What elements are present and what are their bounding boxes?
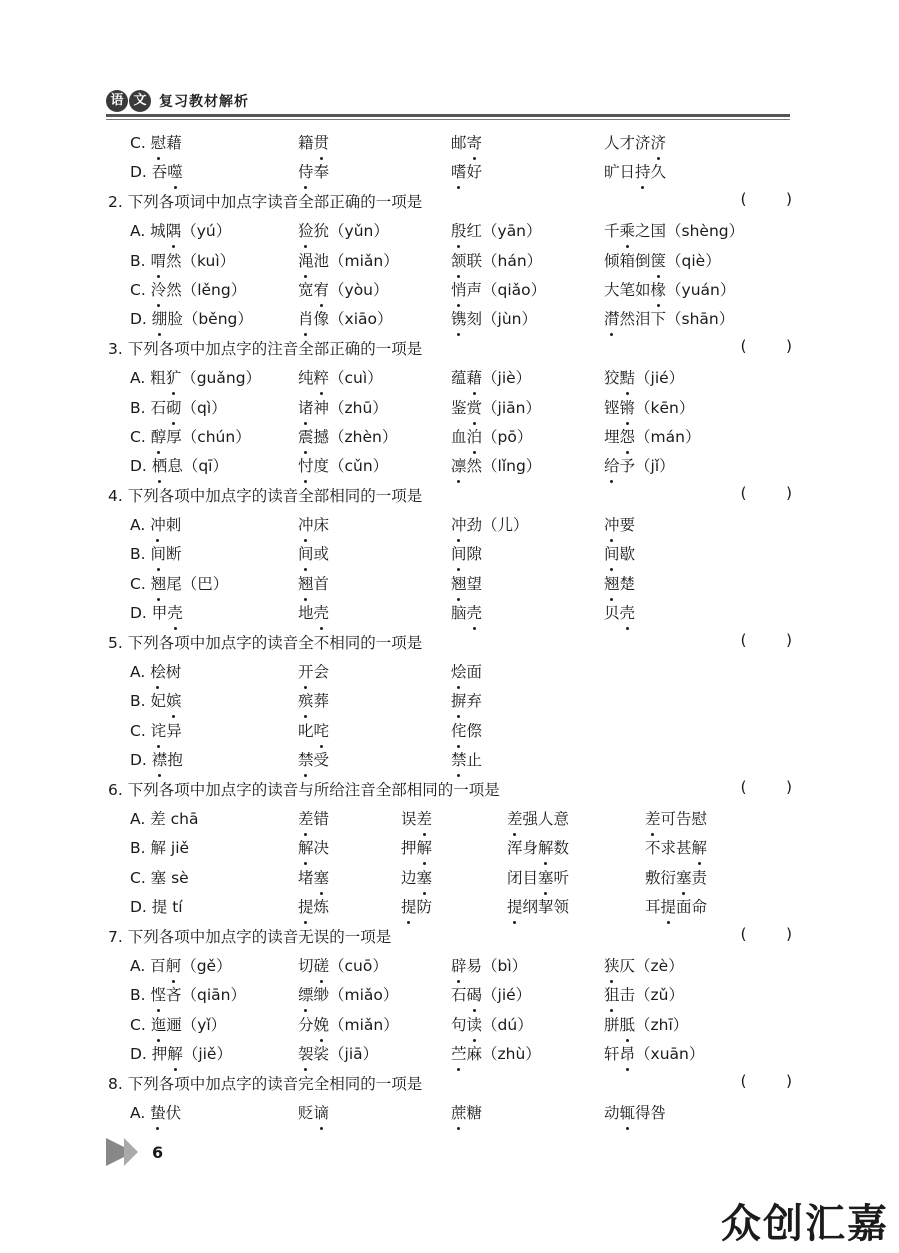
option-cell: 差错	[298, 807, 329, 829]
dotted-character: 蔗	[451, 1101, 467, 1123]
option-cell: 提纲挈领	[507, 895, 569, 917]
dotted-character: 塞	[676, 866, 692, 888]
dotted-character: 碣	[467, 983, 483, 1005]
page-number: 6	[152, 1142, 164, 1162]
question-stem	[108, 628, 792, 657]
dotted-character: 绷	[152, 307, 168, 329]
question-stem	[108, 922, 792, 951]
dotted-character: 粹	[314, 366, 330, 388]
option-cell: 差可告慰	[645, 807, 707, 829]
dotted-character: 辟	[451, 954, 467, 976]
dotted-character: 怨	[620, 425, 636, 447]
option-cell: 翘楚	[604, 572, 635, 594]
option-cell: 侍奉	[298, 160, 329, 182]
dotted-character: 宥	[314, 278, 330, 300]
option-cell: 铿锵（kēn）	[604, 396, 694, 418]
option-cell: 冲床	[298, 513, 329, 535]
option-row	[108, 422, 792, 451]
header-rule-thin	[106, 119, 790, 120]
option-cell: 间歇	[604, 542, 635, 564]
option-cell: 翘首	[298, 572, 329, 594]
dotted-character: 解	[298, 836, 314, 858]
dotted-character: 给	[604, 454, 620, 476]
question-text: 8. 下列各项中加点字的读音完全相同的一项是	[108, 1074, 423, 1093]
option-row	[108, 1010, 792, 1039]
option-row	[108, 686, 792, 715]
dotted-character: 提	[401, 895, 417, 917]
option-cell: 石碣（jié）	[451, 983, 531, 1005]
dotted-character: 差	[645, 807, 661, 829]
option-cell: 敷衍塞责	[645, 866, 707, 888]
option-cell: 禁止	[451, 748, 482, 770]
dotted-character: 塞	[538, 866, 554, 888]
option-cell: 翘望	[451, 572, 482, 594]
dotted-character: 凛	[451, 454, 467, 476]
option-cell: B. 喟然（kuì）	[130, 249, 235, 271]
dotted-character: 狙	[604, 983, 620, 1005]
dotted-character: 冲	[150, 513, 166, 535]
option-cell: 提防	[401, 895, 432, 917]
option-cell: B. 妃嫔	[130, 689, 182, 711]
option-row	[108, 804, 792, 833]
option-cell: 闭目塞听	[507, 866, 569, 888]
dotted-character: 翘	[298, 572, 314, 594]
option-cell: D. 押解（jiě）	[130, 1042, 232, 1064]
option-cell: C. 慰藉	[130, 131, 182, 153]
option-cell: C. 醇厚（chún）	[130, 425, 251, 447]
dotted-character: 舸	[166, 954, 182, 976]
dotted-character: 泠	[151, 278, 167, 300]
option-row	[108, 1098, 792, 1127]
option-cell: 殷红（yān）	[451, 219, 542, 241]
dotted-character: 喟	[151, 249, 167, 271]
dotted-character: 间	[604, 542, 620, 564]
option-cell: 解决	[298, 836, 329, 858]
option-cell: 邮寄	[451, 131, 482, 153]
dotted-character: 椽	[651, 278, 667, 300]
option-cell: B. 解 jiě	[130, 839, 190, 858]
option-row	[108, 833, 792, 862]
option-row	[108, 569, 792, 598]
option-cell: 句读（dú）	[451, 1013, 533, 1035]
option-row	[108, 539, 792, 568]
dotted-character: 殷	[451, 219, 467, 241]
option-cell: A. 冲刺	[130, 513, 181, 535]
question-stem	[108, 334, 792, 363]
option-cell: 脑壳	[451, 601, 482, 623]
option-cell: D. 襟抱	[130, 748, 183, 770]
option-cell: 嗜好	[451, 160, 482, 182]
option-cell: 胼胝（zhī）	[604, 1013, 688, 1035]
option-cell: 贬谪	[298, 1101, 329, 1123]
option-cell: 苎麻（zhù）	[451, 1042, 541, 1064]
dotted-character: 冲	[451, 513, 467, 535]
dotted-character: 隅	[166, 219, 182, 241]
dotted-character: 苎	[451, 1042, 467, 1064]
option-cell: 轩昂（xuān）	[604, 1042, 704, 1064]
option-cell: A. 粗犷（guǎng）	[130, 366, 261, 388]
option-row	[108, 657, 792, 686]
option-cell: 宽宥（yòu）	[298, 278, 389, 300]
option-cell: 鉴赏（jiān）	[451, 396, 541, 418]
dotted-character: 禁	[451, 748, 467, 770]
option-cell: 渑池（miǎn）	[298, 249, 399, 271]
dotted-character: 嗜	[451, 160, 467, 182]
dotted-character: 翘	[451, 572, 467, 594]
option-cell: A. 差 chā	[130, 809, 199, 828]
page-header	[106, 86, 790, 120]
option-cell: 缥缈（miǎo）	[298, 983, 398, 1005]
dotted-character: 开	[298, 660, 314, 682]
option-row	[108, 128, 792, 157]
dotted-character: 读	[467, 1013, 483, 1035]
option-cell: 蔗糖	[451, 1101, 482, 1123]
option-cell: B. 石砌（qì）	[130, 396, 227, 418]
answer-parentheses: ( )	[740, 189, 792, 208]
option-cell: C. 塞 sè	[130, 868, 189, 887]
dotted-character: 壳	[620, 601, 636, 623]
option-cell: 埋怨（mán）	[604, 425, 700, 447]
dotted-character: 娩	[314, 1013, 330, 1035]
dotted-character: 冲	[298, 513, 314, 535]
dotted-character: 桧	[150, 660, 166, 682]
option-cell: B. 间断	[130, 542, 182, 564]
dotted-character: 箧	[651, 249, 667, 271]
option-cell: 侘傺	[451, 719, 482, 741]
dotted-character: 诸	[298, 396, 314, 418]
option-cell: 籍贯	[298, 131, 329, 153]
option-row	[108, 1039, 792, 1068]
watermark: 众创汇嘉	[721, 1201, 889, 1247]
dotted-character: 醇	[151, 425, 167, 447]
dotted-character: 侍	[298, 160, 314, 182]
option-cell: 烩面	[451, 660, 482, 682]
option-cell: 间或	[298, 542, 329, 564]
question-text: 2. 下列各项词中加点字读音全部正确的一项是	[108, 192, 423, 211]
dotted-character: 狭	[604, 954, 620, 976]
option-cell: 动辄得咎	[604, 1101, 666, 1123]
answer-parentheses: ( )	[740, 924, 792, 943]
dotted-character: 壳	[167, 601, 183, 623]
option-cell: A. 百舸（gě）	[130, 954, 232, 976]
option-cell: 冲要	[604, 513, 635, 535]
option-row	[108, 510, 792, 539]
dotted-character: 赏	[467, 396, 483, 418]
dotted-character: 悭	[151, 983, 167, 1005]
dotted-character: 缥	[298, 983, 314, 1005]
option-cell: D. 吞噬	[130, 160, 183, 182]
question-text: 5. 下列各项中加点字的读音全不相同的一项是	[108, 633, 423, 652]
dotted-character: 黠	[620, 366, 636, 388]
option-cell: 袈裟（jiā）	[298, 1042, 378, 1064]
dotted-character: 壳	[467, 601, 483, 623]
dotted-character: 侘	[451, 719, 467, 741]
dotted-character: 提	[661, 895, 677, 917]
dotted-character: 壳	[314, 601, 330, 623]
dotted-character: 渑	[298, 249, 314, 271]
option-cell: 悄声（qiǎo）	[451, 278, 546, 300]
option-cell: A. 蛰伏	[130, 1101, 181, 1123]
dotted-character: 襟	[152, 748, 168, 770]
dotted-character: 乘	[620, 219, 636, 241]
option-cell: 潸然泪下（shān）	[604, 307, 734, 329]
option-cell: D. 栖息（qī）	[130, 454, 228, 476]
option-cell: 肖像（xiāo）	[298, 307, 392, 329]
dotted-character: 肖	[298, 307, 314, 329]
dotted-character: 镌	[451, 307, 467, 329]
option-cell: 忖度（cǔn）	[298, 454, 388, 476]
dotted-character: 悄	[451, 278, 467, 300]
option-cell: 分娩（miǎn）	[298, 1013, 399, 1035]
option-cell: 给予（jǐ）	[604, 454, 675, 476]
option-row	[108, 363, 792, 392]
question-text: 7. 下列各项中加点字的读音无误的一项是	[108, 927, 392, 946]
dotted-character: 差	[298, 807, 314, 829]
question-text: 3. 下列各项中加点字的注音全部正确的一项是	[108, 339, 423, 358]
option-cell: 震撼（zhèn）	[298, 425, 397, 447]
dotted-character: 咤	[314, 719, 330, 741]
option-row	[108, 246, 792, 275]
dotted-character: 贯	[314, 131, 330, 153]
subject-logo	[106, 90, 249, 112]
dotted-character: 慰	[151, 131, 167, 153]
question-stem	[108, 1069, 792, 1098]
option-cell: D. 甲壳	[130, 601, 183, 623]
option-cell: 倾箱倒箧（qiè）	[604, 249, 721, 271]
dotted-character: 差	[507, 807, 523, 829]
dotted-character: 袈	[298, 1042, 314, 1064]
option-row	[108, 275, 792, 304]
dotted-character: 解	[167, 1042, 183, 1064]
option-cell: 禁受	[298, 748, 329, 770]
question-stem	[108, 187, 792, 216]
option-cell: 人才济济	[604, 131, 666, 153]
dotted-character: 磋	[314, 954, 330, 976]
page-arrow-tail-icon	[124, 1138, 138, 1166]
dotted-character: 锵	[620, 396, 636, 418]
option-cell: 冲劲（儿）	[451, 513, 529, 535]
option-cell: 纯粹（cuì）	[298, 366, 383, 388]
dotted-character: 解	[538, 836, 554, 858]
dotted-character: 持	[635, 160, 651, 182]
dotted-character: 提	[507, 895, 523, 917]
dotted-character: 解	[692, 836, 708, 858]
option-cell: 凛然（lǐng）	[451, 454, 541, 476]
option-cell: 浑身解数	[507, 836, 569, 858]
dotted-character: 寄	[467, 131, 483, 153]
question-text: 4. 下列各项中加点字的读音全部相同的一项是	[108, 486, 423, 505]
option-cell: D. 提 tí	[130, 898, 183, 917]
dotted-character: 颔	[451, 249, 467, 271]
question-list	[108, 128, 792, 1127]
option-cell: 误差	[401, 807, 432, 829]
option-cell: 蕴藉（jiè）	[451, 366, 531, 388]
dotted-character: 提	[298, 895, 314, 917]
question-stem	[108, 481, 792, 510]
dotted-character: 冲	[604, 513, 620, 535]
answer-parentheses: ( )	[740, 336, 792, 355]
option-row	[108, 980, 792, 1009]
option-cell: 旷日持久	[604, 160, 666, 182]
option-cell: 切磋（cuō）	[298, 954, 388, 976]
option-cell: C. 诧异	[130, 719, 182, 741]
option-row	[108, 304, 792, 333]
option-row	[108, 745, 792, 774]
dotted-character: 谪	[314, 1101, 330, 1123]
option-cell: A. 桧树	[130, 660, 181, 682]
option-cell: 间隙	[451, 542, 482, 564]
option-cell: 狡黠（jié）	[604, 366, 684, 388]
option-row	[108, 598, 792, 627]
dotted-character: 藉	[467, 366, 483, 388]
page-footer	[106, 1138, 163, 1166]
option-cell: 狭仄（zè）	[604, 954, 684, 976]
dotted-character: 差	[417, 807, 433, 829]
dotted-character: 间	[151, 542, 167, 564]
dotted-character: 胝	[620, 1013, 636, 1035]
option-cell: 耳提面命	[645, 895, 707, 917]
option-cell: C. 泠然（lěng）	[130, 278, 246, 300]
option-row	[108, 157, 792, 186]
dotted-character: 塞	[417, 866, 433, 888]
dotted-character: 殡	[298, 689, 314, 711]
option-cell: 镌刻（jùn）	[451, 307, 537, 329]
option-cell: 押解	[401, 836, 432, 858]
option-cell: 诸神（zhū）	[298, 396, 388, 418]
dotted-character: 潸	[604, 307, 620, 329]
dotted-character: 塞	[314, 866, 330, 888]
dotted-character: 震	[298, 425, 314, 447]
header-rule-thick	[106, 114, 790, 117]
answer-parentheses: ( )	[740, 1071, 792, 1090]
dotted-character: 禁	[298, 748, 314, 770]
badge-char-2: 文	[129, 90, 151, 112]
option-row	[108, 951, 792, 980]
dotted-character: 砌	[166, 396, 182, 418]
section-title: 复习教材解析	[159, 94, 249, 110]
dotted-character: 解	[417, 836, 433, 858]
question-text: 6. 下列各项中加点字的读音与所给注音全部相同的一项是	[108, 780, 500, 799]
option-cell: 大笔如椽（yuán）	[604, 278, 735, 300]
option-cell: 开会	[298, 660, 329, 682]
dotted-character: 翘	[604, 572, 620, 594]
option-cell: 贝壳	[604, 601, 635, 623]
option-row	[108, 892, 792, 921]
option-cell: 叱咤	[298, 719, 329, 741]
dotted-character: 猃	[298, 219, 314, 241]
dotted-character: 泊	[467, 425, 483, 447]
dotted-character: 诧	[151, 719, 167, 741]
option-row	[108, 216, 792, 245]
option-cell: 千乘之国（shèng）	[604, 219, 744, 241]
answer-parentheses: ( )	[740, 777, 792, 796]
option-cell: D. 绷脸（běng）	[130, 307, 253, 329]
option-cell: 摒弃	[451, 689, 482, 711]
subject-badge	[106, 90, 151, 112]
dotted-character: 辄	[620, 1101, 636, 1123]
dotted-character: 蛰	[150, 1101, 166, 1123]
answer-parentheses: ( )	[740, 483, 792, 502]
option-row	[108, 716, 792, 745]
dotted-character: 翘	[151, 572, 167, 594]
option-cell: 差强人意	[507, 807, 569, 829]
dotted-character: 摒	[451, 689, 467, 711]
option-row	[108, 451, 792, 480]
option-cell: 提炼	[298, 895, 329, 917]
badge-char-1: 语	[106, 90, 128, 112]
option-cell: 边塞	[401, 866, 432, 888]
dotted-character: 犷	[166, 366, 182, 388]
dotted-character: 嫔	[166, 689, 182, 711]
option-row	[108, 863, 792, 892]
question-stem	[108, 775, 792, 804]
dotted-character: 迤	[151, 1013, 167, 1035]
option-cell: A. 城隅（yú）	[130, 219, 231, 241]
dotted-character: 间	[298, 542, 314, 564]
answer-parentheses: ( )	[740, 630, 792, 649]
option-cell: 不求甚解	[645, 836, 707, 858]
option-cell: C. 翘尾（巴）	[130, 572, 228, 594]
option-cell: 辟易（bì）	[451, 954, 527, 976]
option-cell: 猃狁（yǔn）	[298, 219, 389, 241]
option-cell: B. 悭吝（qiān）	[130, 983, 246, 1005]
option-cell: 堵塞	[298, 866, 329, 888]
dotted-character: 栖	[152, 454, 168, 476]
option-cell: 血泊（pō）	[451, 425, 532, 447]
option-cell: 殡葬	[298, 689, 329, 711]
option-row	[108, 393, 792, 422]
dotted-character: 昂	[620, 1042, 636, 1064]
dotted-character: 间	[451, 542, 467, 564]
option-cell: 地壳	[298, 601, 329, 623]
option-cell: 颔联（hán）	[451, 249, 542, 271]
dotted-character: 忖	[298, 454, 314, 476]
dotted-character: 烩	[451, 660, 467, 682]
option-cell: C. 迤逦（yǐ）	[130, 1013, 226, 1035]
option-cell: 狙击（zǔ）	[604, 983, 684, 1005]
dotted-character: 噬	[167, 160, 183, 182]
dotted-character: 济	[651, 131, 667, 153]
